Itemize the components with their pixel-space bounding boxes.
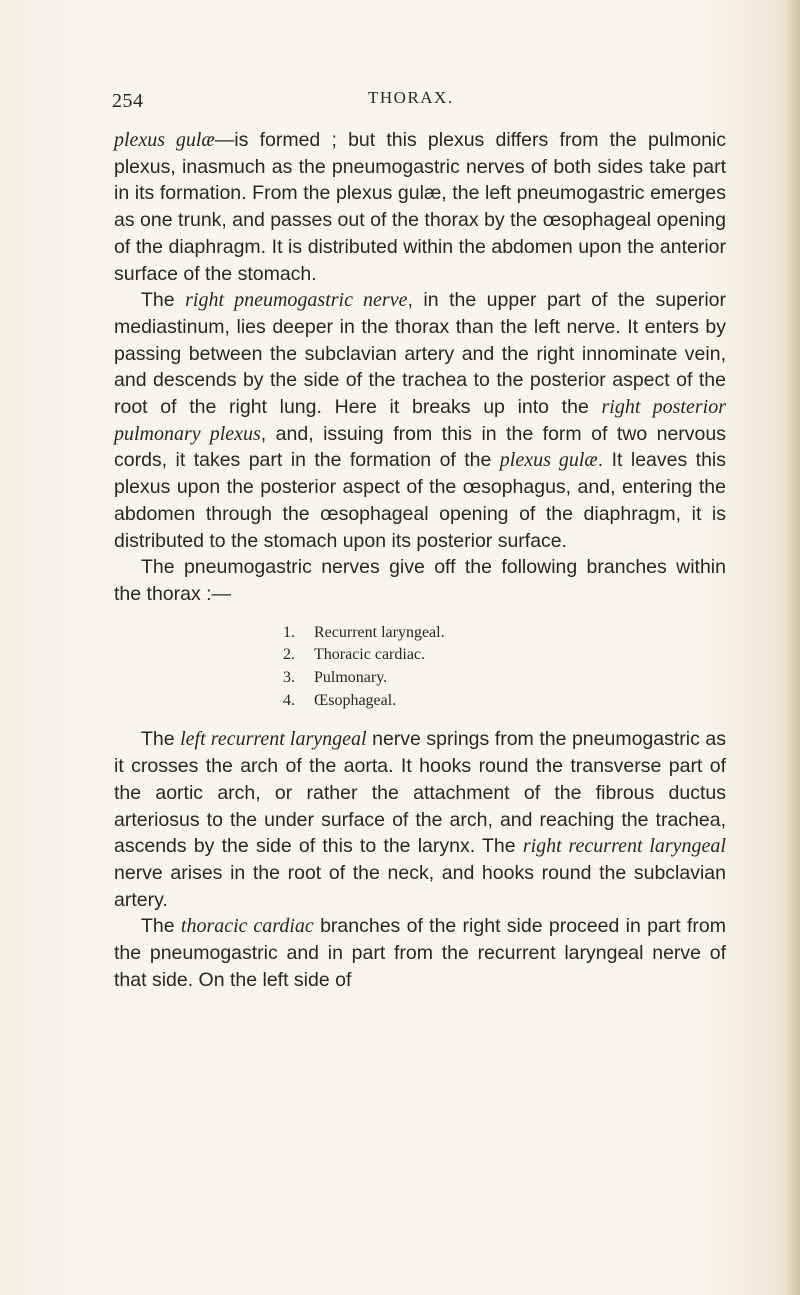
italic-term: plexus gulæ xyxy=(499,449,598,472)
page-body xyxy=(114,127,726,994)
list-item xyxy=(114,622,726,645)
paragraph-text: branches of the right side proceed in part from the pneumogastric and in part from the recurrent laryngeal nerve of that side. On the left side of xyxy=(114,915,726,991)
list-item-label: Pulmonary. xyxy=(314,669,388,687)
list-item-number: 3. xyxy=(283,669,295,687)
list-item-number: 1. xyxy=(283,623,295,641)
paragraph-text: nerve springs from the pneumogastric as it crosses the arch of the aorta. It hooks round the transverse part of the aortic arch, or rather the attachment of the fibrous ductus arteriosus to the under surface of the arch, and reaching the trachea, ascends by the side of this to the larynx. The xyxy=(114,728,726,858)
paragraph-text: The xyxy=(141,289,186,312)
page-edge-shadow xyxy=(786,0,800,1295)
paragraph-text: The pneumogastric nerves give off the following branches within the thorax :— xyxy=(114,556,726,605)
italic-term: right pneumogastric nerve xyxy=(185,289,408,312)
list-item-label: Œsophageal. xyxy=(314,691,397,709)
paragraph-text: The xyxy=(141,728,181,751)
paragraph-text: nerve arises in the root of the neck, and hooks round the subclavian artery. xyxy=(114,861,726,911)
paragraph-plexus-gulae xyxy=(114,127,726,287)
page-number: 254 xyxy=(112,90,144,112)
paragraph-right-pneumogastric xyxy=(114,287,726,554)
list-item-label: Thoracic cardiac. xyxy=(314,646,426,664)
paragraph-branches-intro xyxy=(114,554,726,607)
paragraph-text: . It leaves this plexus upon the posterior aspect of the œsophagus, and, entering the abdomen through the œsophageal opening of the diaphragm, it is distributed to the stomach upon its posterior surface. xyxy=(114,449,727,552)
italic-term: thoracic cardiac xyxy=(180,915,314,938)
running-head: THORAX. xyxy=(368,88,454,107)
list-item-number: 2. xyxy=(283,646,295,664)
paragraph-text: , in the upper part of the superior mediastinum, lies deeper in the thorax than the left nerve. It enters by passing between the subclavian artery and the right innominate vein, and descends by the side of the trachea to the posterior aspect of the root of the right lung. Here it breaks up into the xyxy=(114,289,726,419)
paragraph-text: , and, issuing from this in the form of two nervous cords, it takes part in the formation of the xyxy=(114,422,726,472)
page-header xyxy=(112,88,722,118)
italic-term: left recurrent laryngeal xyxy=(180,728,367,751)
list-item-number: 4. xyxy=(283,691,295,709)
italic-term: right posterior pulmonary plexus xyxy=(114,396,726,445)
branch-list xyxy=(114,622,726,713)
list-item xyxy=(114,644,726,667)
italic-term: right recurrent laryngeal xyxy=(522,835,726,858)
paragraph-text: —is formed ; but this plexus differs from the pulmonic plexus, inasmuch as the pneumogastric nerves of both sides take part in its formation. From the plexus gulæ, the left pneumogastric emerges as one trunk, and passes out of the thorax by the œsophageal opening of the diaphragm. It is distributed within the abdomen upon the anterior surface of the stomach. xyxy=(114,129,726,285)
list-item-label: Recurrent laryngeal. xyxy=(314,623,445,641)
italic-term: plexus gulæ xyxy=(114,129,215,151)
paragraph-recurrent-laryngeal xyxy=(114,726,726,913)
list-item xyxy=(114,667,726,690)
paragraph-thoracic-cardiac xyxy=(114,913,726,993)
paragraph-text: The xyxy=(141,915,181,938)
list-item xyxy=(114,690,726,713)
